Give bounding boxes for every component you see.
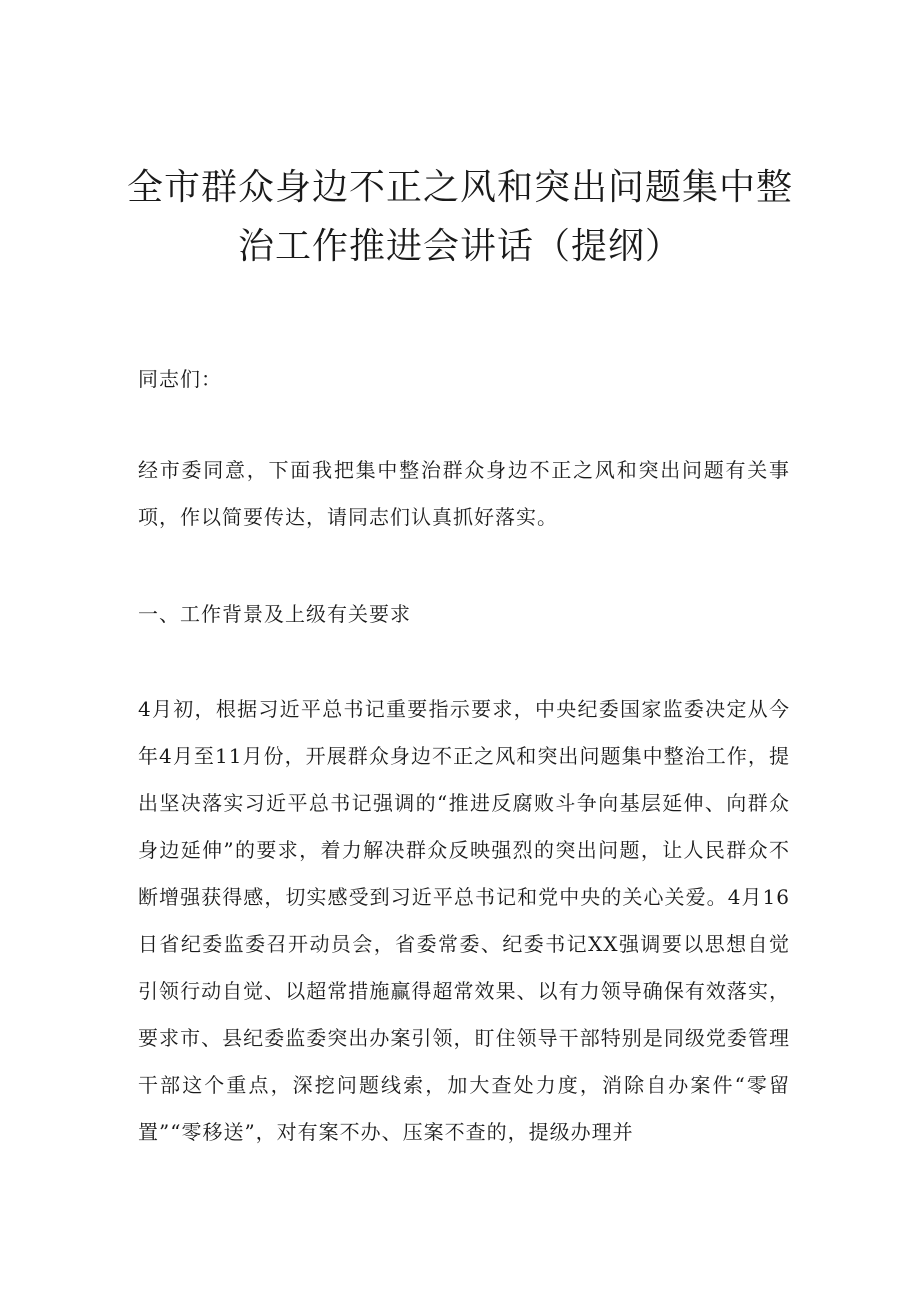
salutation: 同志们：	[138, 367, 222, 391]
title-line-1: 全市群众身边不正之风和突出问题集中整	[126, 167, 793, 208]
title-line-2: 治工作推进会讲话（提纲）	[237, 226, 682, 267]
document-title	[120, 158, 800, 276]
body-paragraph: 4月初，根据习近平总书记重要指示要求，中央纪委国家监委决定从今年4月至11月份，开展群众身边不正之风和突出问题集中整治工作，提出坚决落实习近平总书记强调的“推进反腐败斗争向基层延伸、向群众身边延伸”的要求，着力解决群众反映强烈的突出问题，让人民群众不断增强获得感，切实感受到习近平总书记和党中央的关心关爱。4月16日省纪委监委召开动员会，省委常委、纪委书记XX强调要以思想自觉引领行动自觉、以超常措施赢得超常效果、以有力领导确保有效落实，要求市、县纪委监委突出办案引领，盯住领导干部特别是同级党委管理干部这个重点，深挖问题线索，加大查处力度，消除自办案件“零留置”“零移送”，对有案不办、压案不查的，提级办理并	[138, 697, 790, 1144]
section-heading: 一、工作背景及上级有关要求	[138, 602, 411, 626]
intro-paragraph: 经市委同意，下面我把集中整治群众身边不正之风和突出问题有关事项，作以简要传达，请同志们认真抓好落实。	[138, 458, 790, 529]
